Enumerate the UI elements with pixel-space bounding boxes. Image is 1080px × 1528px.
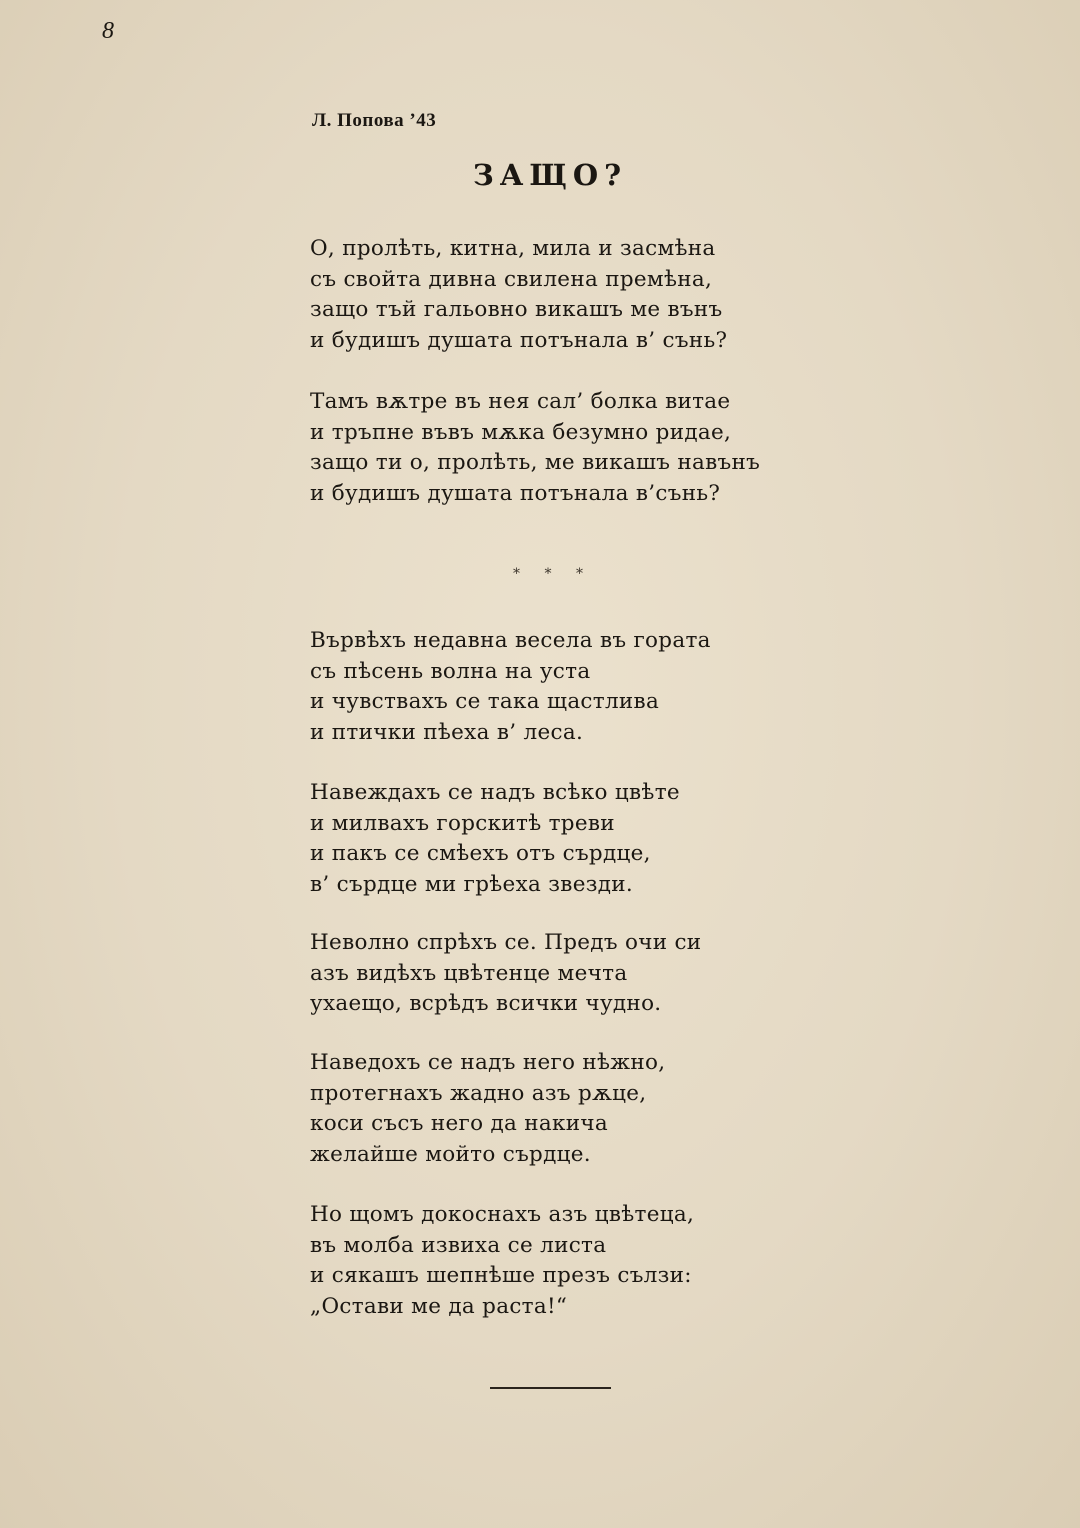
author-line: Л. Попова ’43 bbox=[312, 110, 437, 131]
verse-line: Навеждахъ се надъ всѣко цвѣте bbox=[310, 780, 680, 805]
poem1-stanza-1 bbox=[310, 234, 727, 356]
poem2-stanza-2 bbox=[310, 778, 680, 900]
verse-line: коси съсъ него да накича bbox=[310, 1111, 608, 1136]
verse-line: и будишъ душата потънала в’сънь? bbox=[310, 480, 721, 506]
verse-line: Но щомъ докоснахъ азъ цвѣтеца, bbox=[310, 1202, 695, 1227]
poem2-stanza-3 bbox=[310, 928, 701, 1020]
verse-line: и тръпне въвъ мѫка безумно ридае, bbox=[310, 419, 732, 445]
poem-title: ЗАЩО? bbox=[472, 158, 628, 192]
verse-line: защо тъй гальовно викашъ ме вънъ bbox=[310, 297, 723, 322]
verse-line: съ свойта дивна свилена премѣна, bbox=[310, 266, 713, 292]
verse-line: Неволно спрѣхъ се. Предъ очи си bbox=[310, 930, 702, 955]
verse-line: Вървѣхъ недавна весела въ гората bbox=[310, 628, 711, 653]
poem2-stanza-5 bbox=[310, 1200, 694, 1322]
verse-line: протегнахъ жадно азъ рѫце, bbox=[310, 1080, 647, 1106]
verse-line: желайше мойто сърдце. bbox=[310, 1141, 591, 1167]
verse-line: в’ сърдце ми грѣеха звезди. bbox=[310, 871, 634, 897]
verse-line: и будишъ душата потънала в’ сънь? bbox=[310, 327, 728, 353]
poem1-stanza-2 bbox=[310, 387, 760, 509]
verse-line: О, пролѣть, китна, мила и засмѣна bbox=[310, 236, 716, 261]
verse-line: и пакъ се смѣехъ отъ сърдце, bbox=[310, 841, 651, 866]
verse-line: съ пѣсень волна на уста bbox=[310, 658, 591, 684]
verse-line: въ молба извиха се листа bbox=[310, 1232, 607, 1258]
poem2-stanza-4 bbox=[310, 1048, 665, 1170]
verse-line: Тамъ вѫтре въ нея сал’ болка витае bbox=[310, 389, 731, 414]
verse-line: „Остави ме да раста!“ bbox=[310, 1293, 568, 1319]
end-rule bbox=[490, 1387, 611, 1389]
verse-line: азъ видѣхъ цвѣтенце мечта bbox=[310, 960, 628, 986]
verse-line: и сякашъ шепнѣше презъ сълзи: bbox=[310, 1263, 692, 1288]
page-number: 8 bbox=[102, 18, 114, 44]
verse-line: защо ти о, пролѣть, ме викашъ навънъ bbox=[310, 450, 761, 475]
poem2-stanza-1 bbox=[310, 626, 711, 748]
verse-line: и птички пѣеха в’ леса. bbox=[310, 719, 584, 745]
verse-line: и чувствахъ се така щастлива bbox=[310, 689, 660, 714]
verse-line: и милвахъ горскитѣ треви bbox=[310, 810, 615, 836]
verse-line: ухаещо, всрѣдъ всички чудно. bbox=[310, 991, 662, 1016]
section-separator: * * * bbox=[513, 566, 593, 582]
verse-line: Наведохъ се надъ него нѣжно, bbox=[310, 1050, 666, 1075]
